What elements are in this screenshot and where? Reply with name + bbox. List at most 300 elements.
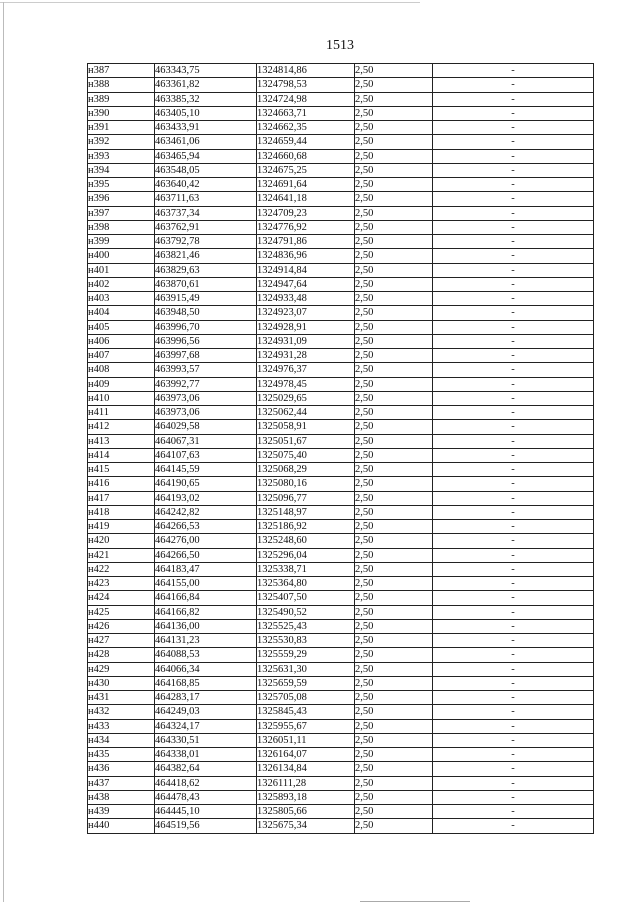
table-row	[88, 263, 594, 277]
note-cell: -	[433, 776, 594, 790]
point-id-cell: н393	[88, 149, 155, 163]
point-id-cell: н419	[88, 520, 155, 534]
note-cell: -	[433, 121, 594, 135]
note-cell: -	[433, 705, 594, 719]
y-coordinate-cell: 1325058,91	[257, 420, 355, 434]
y-coordinate-cell: 1324641,18	[257, 192, 355, 206]
point-id-cell: н417	[88, 491, 155, 505]
error-value-cell: 2,50	[355, 463, 433, 477]
y-coordinate-cell: 1324663,71	[257, 106, 355, 120]
y-coordinate-cell: 1324724,98	[257, 92, 355, 106]
table-row	[88, 206, 594, 220]
point-id-cell: н413	[88, 434, 155, 448]
x-coordinate-cell: 463915,49	[155, 292, 257, 306]
error-value-cell: 2,50	[355, 534, 433, 548]
y-coordinate-cell: 1325659,59	[257, 676, 355, 690]
error-value-cell: 2,50	[355, 263, 433, 277]
table-row	[88, 163, 594, 177]
x-coordinate-cell: 464168,85	[155, 676, 257, 690]
point-id-cell: н432	[88, 705, 155, 719]
y-coordinate-cell: 1325338,71	[257, 562, 355, 576]
x-coordinate-cell: 464324,17	[155, 719, 257, 733]
y-coordinate-cell: 1325186,92	[257, 520, 355, 534]
x-coordinate-cell: 463548,05	[155, 163, 257, 177]
point-id-cell: н434	[88, 733, 155, 747]
point-id-cell: н426	[88, 619, 155, 633]
note-cell: -	[433, 691, 594, 705]
point-id-cell: н401	[88, 263, 155, 277]
error-value-cell: 2,50	[355, 320, 433, 334]
table-row	[88, 349, 594, 363]
error-value-cell: 2,50	[355, 106, 433, 120]
error-value-cell: 2,50	[355, 121, 433, 135]
y-coordinate-cell: 1324931,09	[257, 334, 355, 348]
error-value-cell: 2,50	[355, 776, 433, 790]
x-coordinate-cell: 464519,56	[155, 819, 257, 833]
table-row	[88, 463, 594, 477]
table-row	[88, 78, 594, 92]
x-coordinate-cell: 464166,84	[155, 591, 257, 605]
x-coordinate-cell: 463829,63	[155, 263, 257, 277]
y-coordinate-cell: 1325062,44	[257, 406, 355, 420]
y-coordinate-cell: 1324660,68	[257, 149, 355, 163]
x-coordinate-cell: 463996,70	[155, 320, 257, 334]
table-row	[88, 648, 594, 662]
note-cell: -	[433, 548, 594, 562]
table-row	[88, 577, 594, 591]
point-id-cell: н420	[88, 534, 155, 548]
note-cell: -	[433, 434, 594, 448]
error-value-cell: 2,50	[355, 591, 433, 605]
table-row	[88, 491, 594, 505]
x-coordinate-cell: 463992,77	[155, 377, 257, 391]
y-coordinate-cell: 1324776,92	[257, 220, 355, 234]
x-coordinate-cell: 463737,34	[155, 206, 257, 220]
point-id-cell: н408	[88, 363, 155, 377]
point-id-cell: н407	[88, 349, 155, 363]
x-coordinate-cell: 464088,53	[155, 648, 257, 662]
note-cell: -	[433, 206, 594, 220]
y-coordinate-cell: 1325068,29	[257, 463, 355, 477]
table-row	[88, 277, 594, 291]
y-coordinate-cell: 1324928,91	[257, 320, 355, 334]
x-coordinate-cell: 464193,02	[155, 491, 257, 505]
error-value-cell: 2,50	[355, 733, 433, 747]
point-id-cell: н415	[88, 463, 155, 477]
error-value-cell: 2,50	[355, 634, 433, 648]
error-value-cell: 2,50	[355, 334, 433, 348]
table-row	[88, 691, 594, 705]
table-row	[88, 235, 594, 249]
note-cell: -	[433, 135, 594, 149]
note-cell: -	[433, 78, 594, 92]
error-value-cell: 2,50	[355, 178, 433, 192]
error-value-cell: 2,50	[355, 748, 433, 762]
y-coordinate-cell: 1325075,40	[257, 448, 355, 462]
y-coordinate-cell: 1325296,04	[257, 548, 355, 562]
note-cell: -	[433, 562, 594, 576]
table-row	[88, 819, 594, 833]
table-row	[88, 591, 594, 605]
x-coordinate-cell: 463385,32	[155, 92, 257, 106]
point-id-cell: н394	[88, 163, 155, 177]
error-value-cell: 2,50	[355, 619, 433, 633]
error-value-cell: 2,50	[355, 135, 433, 149]
note-cell: -	[433, 292, 594, 306]
note-cell: -	[433, 178, 594, 192]
note-cell: -	[433, 505, 594, 519]
note-cell: -	[433, 676, 594, 690]
point-id-cell: н427	[88, 634, 155, 648]
y-coordinate-cell: 1325805,66	[257, 805, 355, 819]
error-value-cell: 2,50	[355, 648, 433, 662]
table-row	[88, 106, 594, 120]
point-id-cell: н398	[88, 220, 155, 234]
y-coordinate-cell: 1325051,67	[257, 434, 355, 448]
error-value-cell: 2,50	[355, 819, 433, 833]
error-value-cell: 2,50	[355, 163, 433, 177]
table-row	[88, 805, 594, 819]
y-coordinate-cell: 1324675,25	[257, 163, 355, 177]
table-row	[88, 406, 594, 420]
y-coordinate-cell: 1325559,29	[257, 648, 355, 662]
point-id-cell: н404	[88, 306, 155, 320]
x-coordinate-cell: 464266,53	[155, 520, 257, 534]
table-row	[88, 363, 594, 377]
point-id-cell: н431	[88, 691, 155, 705]
note-cell: -	[433, 235, 594, 249]
scan-bottom-edge	[360, 901, 470, 902]
point-id-cell: н416	[88, 477, 155, 491]
coordinates-table	[87, 63, 594, 834]
x-coordinate-cell: 464131,23	[155, 634, 257, 648]
scan-top-edge	[0, 2, 420, 3]
x-coordinate-cell: 463361,82	[155, 78, 257, 92]
x-coordinate-cell: 464445,10	[155, 805, 257, 819]
y-coordinate-cell: 1324691,64	[257, 178, 355, 192]
table-row	[88, 391, 594, 405]
x-coordinate-cell: 464338,01	[155, 748, 257, 762]
error-value-cell: 2,50	[355, 577, 433, 591]
point-id-cell: н387	[88, 64, 155, 78]
y-coordinate-cell: 1324923,07	[257, 306, 355, 320]
x-coordinate-cell: 464067,31	[155, 434, 257, 448]
point-id-cell: н410	[88, 391, 155, 405]
x-coordinate-cell: 464242,82	[155, 505, 257, 519]
note-cell: -	[433, 634, 594, 648]
point-id-cell: н411	[88, 406, 155, 420]
y-coordinate-cell: 1325080,16	[257, 477, 355, 491]
table-row	[88, 619, 594, 633]
y-coordinate-cell: 1324836,96	[257, 249, 355, 263]
point-id-cell: н405	[88, 320, 155, 334]
note-cell: -	[433, 477, 594, 491]
y-coordinate-cell: 1325893,18	[257, 790, 355, 804]
x-coordinate-cell: 463993,57	[155, 363, 257, 377]
note-cell: -	[433, 306, 594, 320]
note-cell: -	[433, 662, 594, 676]
x-coordinate-cell: 463461,06	[155, 135, 257, 149]
error-value-cell: 2,50	[355, 64, 433, 78]
y-coordinate-cell: 1325407,50	[257, 591, 355, 605]
table-row	[88, 662, 594, 676]
table-row	[88, 121, 594, 135]
x-coordinate-cell: 464190,65	[155, 477, 257, 491]
y-coordinate-cell: 1326134,84	[257, 762, 355, 776]
y-coordinate-cell: 1325675,34	[257, 819, 355, 833]
point-id-cell: н418	[88, 505, 155, 519]
note-cell: -	[433, 719, 594, 733]
x-coordinate-cell: 464330,51	[155, 733, 257, 747]
error-value-cell: 2,50	[355, 662, 433, 676]
note-cell: -	[433, 163, 594, 177]
x-coordinate-cell: 463343,75	[155, 64, 257, 78]
y-coordinate-cell: 1324931,28	[257, 349, 355, 363]
point-id-cell: н438	[88, 790, 155, 804]
point-id-cell: н391	[88, 121, 155, 135]
point-id-cell: н422	[88, 562, 155, 576]
table-row	[88, 719, 594, 733]
y-coordinate-cell: 1326051,11	[257, 733, 355, 747]
error-value-cell: 2,50	[355, 520, 433, 534]
table-row	[88, 135, 594, 149]
table-row	[88, 92, 594, 106]
point-id-cell: н424	[88, 591, 155, 605]
note-cell: -	[433, 363, 594, 377]
y-coordinate-cell: 1325845,43	[257, 705, 355, 719]
x-coordinate-cell: 463948,50	[155, 306, 257, 320]
note-cell: -	[433, 320, 594, 334]
table-row	[88, 520, 594, 534]
y-coordinate-cell: 1325096,77	[257, 491, 355, 505]
y-coordinate-cell: 1325148,97	[257, 505, 355, 519]
error-value-cell: 2,50	[355, 719, 433, 733]
x-coordinate-cell: 464066,34	[155, 662, 257, 676]
y-coordinate-cell: 1324662,35	[257, 121, 355, 135]
y-coordinate-cell: 1325490,52	[257, 605, 355, 619]
error-value-cell: 2,50	[355, 505, 433, 519]
y-coordinate-cell: 1324933,48	[257, 292, 355, 306]
error-value-cell: 2,50	[355, 391, 433, 405]
y-coordinate-cell: 1324659,44	[257, 135, 355, 149]
y-coordinate-cell: 1325631,30	[257, 662, 355, 676]
point-id-cell: н414	[88, 448, 155, 462]
point-id-cell: н390	[88, 106, 155, 120]
x-coordinate-cell: 464276,00	[155, 534, 257, 548]
point-id-cell: н400	[88, 249, 155, 263]
note-cell: -	[433, 377, 594, 391]
error-value-cell: 2,50	[355, 705, 433, 719]
error-value-cell: 2,50	[355, 790, 433, 804]
y-coordinate-cell: 1325248,60	[257, 534, 355, 548]
x-coordinate-cell: 464183,47	[155, 562, 257, 576]
table-row	[88, 477, 594, 491]
note-cell: -	[433, 192, 594, 206]
x-coordinate-cell: 464478,43	[155, 790, 257, 804]
error-value-cell: 2,50	[355, 605, 433, 619]
point-id-cell: н399	[88, 235, 155, 249]
note-cell: -	[433, 349, 594, 363]
error-value-cell: 2,50	[355, 377, 433, 391]
note-cell: -	[433, 220, 594, 234]
error-value-cell: 2,50	[355, 249, 433, 263]
y-coordinate-cell: 1325955,67	[257, 719, 355, 733]
note-cell: -	[433, 619, 594, 633]
y-coordinate-cell: 1324978,45	[257, 377, 355, 391]
error-value-cell: 2,50	[355, 420, 433, 434]
error-value-cell: 2,50	[355, 548, 433, 562]
error-value-cell: 2,50	[355, 235, 433, 249]
x-coordinate-cell: 463821,46	[155, 249, 257, 263]
table-row	[88, 420, 594, 434]
point-id-cell: н436	[88, 762, 155, 776]
x-coordinate-cell: 463870,61	[155, 277, 257, 291]
note-cell: -	[433, 534, 594, 548]
note-cell: -	[433, 605, 594, 619]
error-value-cell: 2,50	[355, 691, 433, 705]
x-coordinate-cell: 463996,56	[155, 334, 257, 348]
error-value-cell: 2,50	[355, 562, 433, 576]
y-coordinate-cell: 1324791,86	[257, 235, 355, 249]
note-cell: -	[433, 64, 594, 78]
table-row	[88, 790, 594, 804]
y-coordinate-cell: 1325029,65	[257, 391, 355, 405]
error-value-cell: 2,50	[355, 292, 433, 306]
note-cell: -	[433, 249, 594, 263]
point-id-cell: н395	[88, 178, 155, 192]
table-row	[88, 505, 594, 519]
point-id-cell: н403	[88, 292, 155, 306]
point-id-cell: н428	[88, 648, 155, 662]
table-row	[88, 249, 594, 263]
x-coordinate-cell: 464107,63	[155, 448, 257, 462]
table-row	[88, 605, 594, 619]
x-coordinate-cell: 464136,00	[155, 619, 257, 633]
point-id-cell: н409	[88, 377, 155, 391]
point-id-cell: н435	[88, 748, 155, 762]
point-id-cell: н406	[88, 334, 155, 348]
error-value-cell: 2,50	[355, 149, 433, 163]
x-coordinate-cell: 464266,50	[155, 548, 257, 562]
error-value-cell: 2,50	[355, 277, 433, 291]
error-value-cell: 2,50	[355, 676, 433, 690]
error-value-cell: 2,50	[355, 192, 433, 206]
x-coordinate-cell: 464418,62	[155, 776, 257, 790]
note-cell: -	[433, 648, 594, 662]
point-id-cell: н389	[88, 92, 155, 106]
y-coordinate-cell: 1325364,80	[257, 577, 355, 591]
table-row	[88, 562, 594, 576]
point-id-cell: н388	[88, 78, 155, 92]
note-cell: -	[433, 762, 594, 776]
x-coordinate-cell: 463973,06	[155, 406, 257, 420]
table-row	[88, 192, 594, 206]
error-value-cell: 2,50	[355, 363, 433, 377]
note-cell: -	[433, 591, 594, 605]
note-cell: -	[433, 463, 594, 477]
table-row	[88, 178, 594, 192]
point-id-cell: н437	[88, 776, 155, 790]
point-id-cell: н425	[88, 605, 155, 619]
x-coordinate-cell: 464145,59	[155, 463, 257, 477]
note-cell: -	[433, 577, 594, 591]
x-coordinate-cell: 463711,63	[155, 192, 257, 206]
y-coordinate-cell: 1326164,07	[257, 748, 355, 762]
x-coordinate-cell: 464166,82	[155, 605, 257, 619]
table-row	[88, 334, 594, 348]
table-row	[88, 320, 594, 334]
note-cell: -	[433, 406, 594, 420]
error-value-cell: 2,50	[355, 306, 433, 320]
y-coordinate-cell: 1325705,08	[257, 691, 355, 705]
point-id-cell: н429	[88, 662, 155, 676]
table-row	[88, 705, 594, 719]
x-coordinate-cell: 463405,10	[155, 106, 257, 120]
note-cell: -	[433, 277, 594, 291]
table-row	[88, 434, 594, 448]
error-value-cell: 2,50	[355, 762, 433, 776]
y-coordinate-cell: 1324976,37	[257, 363, 355, 377]
error-value-cell: 2,50	[355, 477, 433, 491]
table-row	[88, 64, 594, 78]
point-id-cell: н396	[88, 192, 155, 206]
x-coordinate-cell: 463997,68	[155, 349, 257, 363]
table-row	[88, 306, 594, 320]
table-row	[88, 548, 594, 562]
note-cell: -	[433, 790, 594, 804]
error-value-cell: 2,50	[355, 92, 433, 106]
error-value-cell: 2,50	[355, 206, 433, 220]
table-row	[88, 634, 594, 648]
page-number: 1513	[326, 38, 354, 53]
table-row	[88, 534, 594, 548]
x-coordinate-cell: 464283,17	[155, 691, 257, 705]
x-coordinate-cell: 463762,91	[155, 220, 257, 234]
y-coordinate-cell: 1324798,53	[257, 78, 355, 92]
note-cell: -	[433, 106, 594, 120]
error-value-cell: 2,50	[355, 448, 433, 462]
error-value-cell: 2,50	[355, 78, 433, 92]
table-row	[88, 776, 594, 790]
table-row	[88, 448, 594, 462]
x-coordinate-cell: 463640,42	[155, 178, 257, 192]
table-row	[88, 220, 594, 234]
point-id-cell: н433	[88, 719, 155, 733]
y-coordinate-cell: 1325530,83	[257, 634, 355, 648]
note-cell: -	[433, 334, 594, 348]
point-id-cell: н430	[88, 676, 155, 690]
table-row	[88, 149, 594, 163]
point-id-cell: н392	[88, 135, 155, 149]
scan-left-edge	[3, 2, 4, 902]
point-id-cell: н423	[88, 577, 155, 591]
y-coordinate-cell: 1324814,86	[257, 64, 355, 78]
y-coordinate-cell: 1324947,64	[257, 277, 355, 291]
point-id-cell: н421	[88, 548, 155, 562]
table-row	[88, 377, 594, 391]
error-value-cell: 2,50	[355, 805, 433, 819]
note-cell: -	[433, 420, 594, 434]
x-coordinate-cell: 463465,94	[155, 149, 257, 163]
note-cell: -	[433, 520, 594, 534]
y-coordinate-cell: 1325525,43	[257, 619, 355, 633]
error-value-cell: 2,50	[355, 406, 433, 420]
note-cell: -	[433, 819, 594, 833]
point-id-cell: н439	[88, 805, 155, 819]
y-coordinate-cell: 1324709,23	[257, 206, 355, 220]
table-row	[88, 762, 594, 776]
y-coordinate-cell: 1326111,28	[257, 776, 355, 790]
